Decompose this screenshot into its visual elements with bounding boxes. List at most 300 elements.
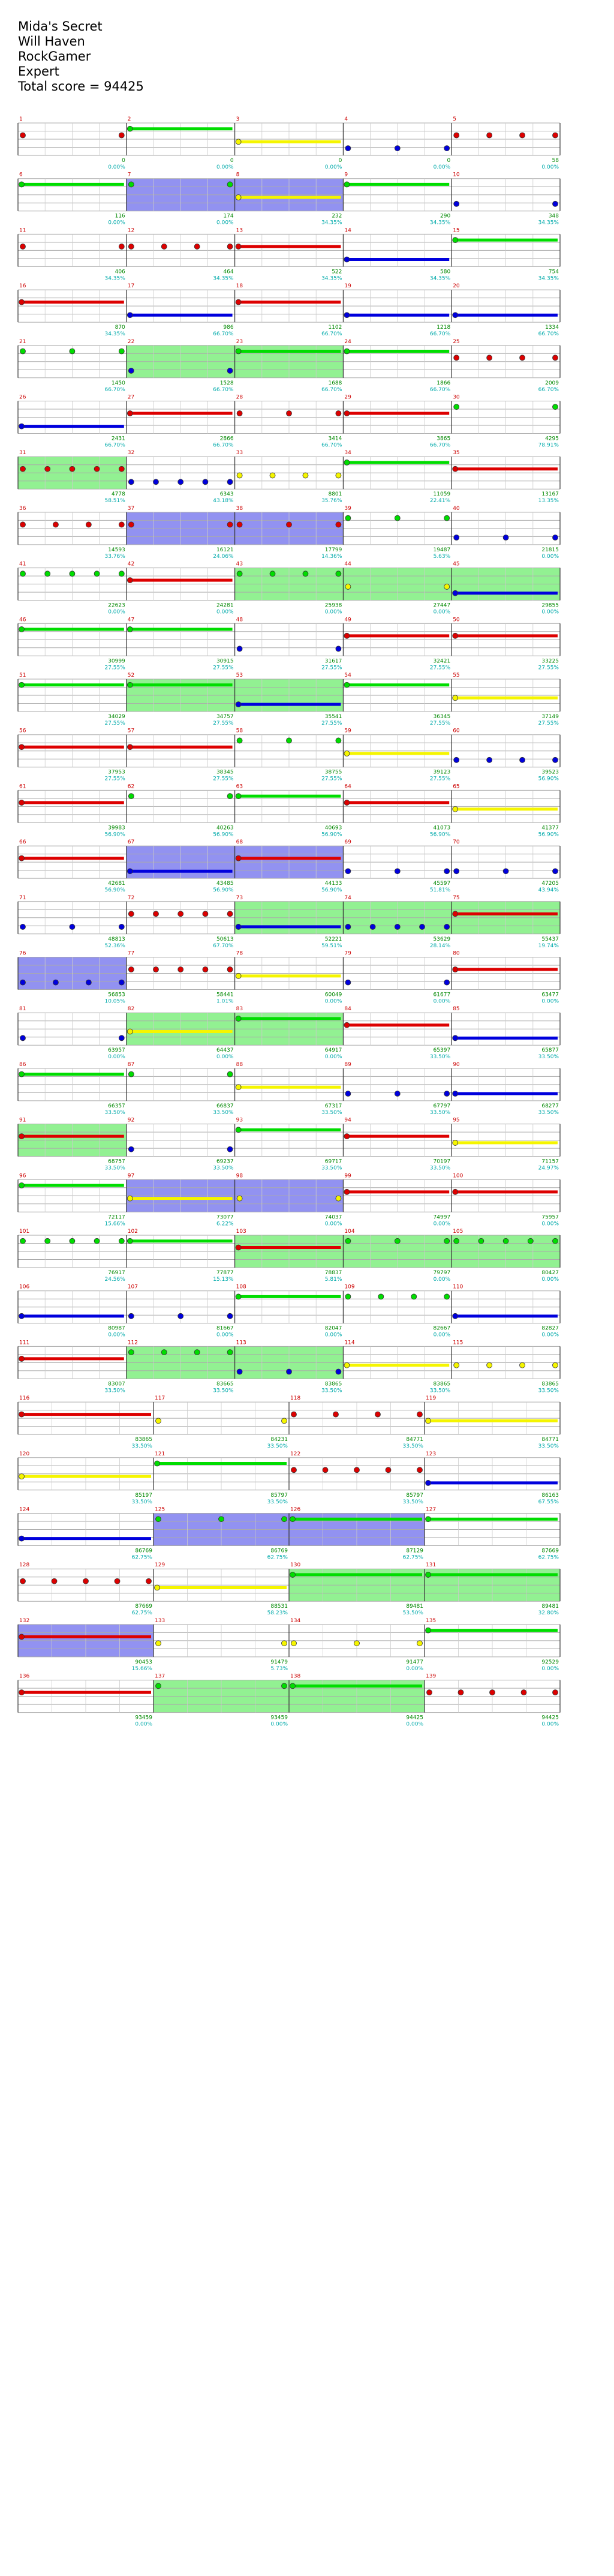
overdrive-percent: 62.75% (131, 1554, 152, 1561)
note-gem (345, 515, 351, 521)
note-gem (553, 355, 558, 361)
note-gem (86, 980, 91, 985)
measure-score: 87129 (406, 1548, 423, 1554)
chart-row (18, 1395, 560, 1449)
overdrive-percent: 0.00% (216, 220, 234, 226)
chart-row (18, 1562, 560, 1616)
measure-number: 9 (344, 172, 348, 178)
note-gem (395, 515, 400, 521)
note-gem (20, 924, 26, 929)
overdrive-percent: 66.70% (321, 386, 342, 393)
note-gem (227, 1350, 233, 1355)
measure-score: 45597 (433, 881, 451, 887)
note-gem (453, 633, 458, 638)
measure-number: 61 (19, 783, 26, 790)
measure-score: 19487 (433, 547, 451, 553)
measure-number: 37 (127, 505, 135, 512)
note-gem (70, 466, 75, 472)
note-gem (119, 244, 124, 249)
note-gem (444, 1091, 450, 1097)
measure-score: 38345 (216, 769, 234, 776)
overdrive-percent: 0.00% (433, 1332, 451, 1338)
note-gem (344, 800, 350, 805)
overdrive-percent: 0.00% (216, 164, 234, 170)
note-gem (70, 924, 75, 929)
note-gem (20, 349, 26, 354)
overdrive-percent: 33.76% (104, 553, 125, 560)
overdrive-percent: 43.94% (538, 887, 559, 894)
note-gem (227, 1146, 233, 1152)
note-gem (52, 1578, 57, 1584)
measure-number: 110 (453, 1284, 463, 1290)
note-gem (426, 1628, 431, 1633)
chart-row (18, 227, 560, 281)
measure-score: 4778 (111, 491, 125, 498)
measure-score: 870 (115, 325, 125, 331)
measure-score: 82827 (541, 1325, 559, 1332)
measure-number: 132 (19, 1617, 30, 1624)
note-gem (127, 578, 133, 583)
measure-score: 64917 (324, 1047, 342, 1054)
note-gem (236, 1127, 241, 1133)
note-gem (270, 473, 275, 478)
note-gem (453, 1091, 458, 1097)
note-gem (345, 869, 351, 874)
measure-score: 87669 (541, 1548, 559, 1554)
overdrive-percent: 34.35% (321, 275, 342, 282)
note-gem (127, 1029, 133, 1034)
measure-number: 36 (19, 505, 26, 512)
measure-score: 90453 (135, 1659, 152, 1665)
measure-score: 65877 (541, 1047, 559, 1054)
overdrive-percent: 10.05% (104, 998, 125, 1005)
note-gem (333, 1412, 339, 1417)
overdrive-percent: 34.35% (321, 220, 342, 226)
note-gem (553, 1238, 558, 1244)
chart-row (18, 1284, 560, 1338)
note-gem (119, 1035, 124, 1041)
chart-row (18, 672, 560, 726)
measure-score: 89481 (406, 1604, 423, 1610)
note-gem (70, 1238, 75, 1244)
note-gem (454, 133, 459, 138)
measure-score: 84771 (406, 1437, 423, 1443)
note-gem (237, 411, 242, 416)
measure-score: 348 (548, 213, 559, 220)
measure-number: 58 (236, 728, 243, 734)
measure-score: 87669 (135, 1604, 152, 1610)
overdrive-percent: 33.50% (321, 1109, 342, 1116)
measure-number: 81 (19, 1006, 26, 1013)
measure-number: 121 (155, 1451, 165, 1457)
measure-score: 89481 (541, 1604, 559, 1610)
note-gem (19, 1071, 25, 1077)
measure-score: 38755 (324, 769, 342, 776)
note-gem (453, 1189, 458, 1194)
overdrive-percent: 0.00% (108, 1054, 125, 1061)
overdrive-percent: 27.55% (321, 776, 342, 782)
measure-number: 27 (127, 394, 135, 401)
overdrive-percent: 33.50% (321, 1388, 342, 1394)
measure-number: 91 (19, 1117, 26, 1124)
measure-number: 24 (344, 338, 351, 345)
measure-number: 3 (236, 116, 240, 122)
note-gem (45, 466, 50, 472)
measure-number: 129 (155, 1562, 165, 1569)
note-gem (119, 924, 124, 929)
note-gem (236, 973, 241, 978)
overdrive-percent: 33.50% (538, 1109, 559, 1116)
overdrive-percent: 0.00% (433, 1277, 451, 1283)
note-gem (503, 869, 508, 874)
measure-score: 84771 (541, 1437, 559, 1443)
overdrive-percent: 0.00% (541, 1721, 559, 1728)
overdrive-percent: 27.55% (104, 665, 125, 671)
measure-score: 25938 (324, 602, 342, 609)
measure-score: 1528 (219, 380, 234, 386)
overdrive-percent: 66.70% (538, 331, 559, 338)
overdrive-percent: 34.35% (538, 220, 559, 226)
note-gem (345, 1238, 351, 1244)
measure-number: 68 (236, 839, 243, 846)
measure-score: 58441 (216, 992, 234, 998)
measure-score: 65397 (433, 1047, 451, 1054)
measure-number: 46 (19, 617, 26, 623)
note-gem (194, 1350, 200, 1355)
note-gem (553, 201, 558, 206)
note-gem (156, 1517, 161, 1522)
note-gem (20, 133, 26, 138)
note-gem (520, 757, 525, 762)
note-gem (503, 535, 508, 541)
overdrive-percent: 32.80% (538, 1610, 559, 1617)
overdrive-percent: 0.00% (541, 609, 559, 616)
overdrive-percent: 66.70% (104, 386, 125, 393)
note-gem (119, 133, 124, 138)
note-gem (45, 571, 50, 577)
note-gem (287, 738, 292, 743)
overdrive-percent: 27.55% (104, 776, 125, 782)
note-gem (345, 584, 351, 589)
measure-score: 24281 (216, 602, 234, 609)
overdrive-percent: 0.00% (108, 609, 125, 616)
note-gem (487, 133, 492, 138)
note-gem (119, 980, 124, 985)
measure-score: 27447 (433, 602, 451, 609)
measure-number: 88 (236, 1061, 243, 1068)
overdrive-percent: 33.50% (402, 1443, 423, 1450)
note-gem (119, 571, 124, 577)
note-gem (236, 195, 241, 200)
overdrive-percent: 33.50% (104, 1109, 125, 1116)
measure-number: 100 (453, 1173, 463, 1179)
measure-number: 139 (426, 1673, 437, 1680)
measure-number: 64 (344, 783, 351, 790)
overdrive-percent: 33.50% (321, 1165, 342, 1172)
note-gem (395, 146, 400, 151)
note-gem (345, 1091, 351, 1097)
measure-number: 98 (236, 1173, 243, 1179)
note-gem (444, 869, 450, 874)
overdrive-percent: 33.50% (429, 1054, 451, 1061)
note-gem (453, 313, 458, 318)
note-gem (345, 980, 351, 985)
measure-score: 39123 (433, 769, 451, 776)
measure-score: 0 (122, 158, 125, 164)
note-gem (454, 1362, 459, 1368)
measure-score: 33225 (541, 658, 559, 665)
note-gem (20, 1238, 26, 1244)
overdrive-percent: 0.00% (324, 164, 342, 170)
note-gem (395, 1091, 400, 1097)
note-gem (19, 182, 25, 187)
measure-score: 464 (223, 269, 234, 275)
measure-score: 39523 (541, 769, 559, 776)
overdrive-percent: 33.50% (104, 1165, 125, 1172)
overdrive-percent: 0.00% (324, 1221, 342, 1227)
note-gem (270, 571, 275, 577)
overdrive-percent: 62.75% (402, 1554, 423, 1561)
note-gem (354, 1467, 360, 1473)
note-gem (417, 1641, 423, 1646)
measure-score: 64437 (216, 1047, 234, 1054)
measure-score: 83865 (324, 1381, 342, 1388)
chart-row (18, 506, 560, 560)
measure-number: 101 (19, 1229, 30, 1235)
measure-score: 21815 (541, 547, 559, 553)
note-gem (19, 424, 25, 429)
note-gem (128, 967, 134, 972)
note-gem (203, 479, 208, 485)
note-gem (236, 1016, 241, 1021)
note-gem (20, 522, 26, 527)
measure-number: 39 (344, 505, 351, 512)
overdrive-percent: 0.00% (216, 1054, 234, 1061)
measure-number: 94 (344, 1117, 351, 1124)
measure-number: 35 (453, 450, 460, 457)
measure-score: 1450 (111, 380, 125, 386)
note-gem (487, 757, 492, 762)
overdrive-percent: 33.50% (267, 1499, 288, 1505)
measure-number: 20 (453, 283, 460, 290)
measure-score: 85797 (270, 1492, 288, 1499)
note-gem (154, 911, 159, 917)
note-gem (128, 1071, 134, 1077)
note-gem (19, 299, 25, 305)
chart-row (18, 395, 560, 449)
measure-number: 113 (236, 1340, 246, 1346)
measure-score: 81667 (216, 1325, 234, 1332)
measure-score: 2009 (545, 380, 559, 386)
measure-number: 130 (290, 1562, 301, 1569)
measure-score: 1102 (328, 325, 342, 331)
note-gem (161, 1350, 167, 1355)
measure-score: 93459 (270, 1715, 288, 1721)
note-gem (453, 695, 458, 701)
overdrive-percent: 56.90% (538, 776, 559, 782)
overdrive-percent: 62.75% (131, 1610, 152, 1617)
note-gem (553, 757, 558, 762)
measure-number: 51 (19, 672, 26, 678)
measure-number: 2 (127, 116, 131, 122)
overdrive-percent: 78.91% (538, 442, 559, 449)
note-gem (336, 522, 341, 527)
measure-number: 11 (19, 227, 26, 234)
overdrive-percent: 52.36% (104, 942, 125, 949)
measure-number: 44 (344, 561, 351, 568)
note-gem (227, 368, 233, 373)
note-gem (70, 349, 75, 354)
note-gem (520, 355, 525, 361)
note-gem (203, 911, 208, 917)
note-gem (344, 460, 350, 465)
note-gem (227, 522, 233, 527)
note-gem (303, 473, 308, 478)
overdrive-percent: 13.35% (538, 498, 559, 505)
chart-row (18, 1006, 560, 1060)
note-gem (344, 182, 350, 187)
note-gem (236, 244, 241, 249)
measure-number: 77 (127, 950, 135, 957)
measure-score: 69237 (216, 1158, 234, 1165)
note-gem (128, 1350, 134, 1355)
overdrive-percent: 43.18% (213, 498, 234, 505)
note-gem (19, 1690, 25, 1695)
measure-score: 61677 (433, 992, 451, 998)
measure-score: 116 (115, 213, 125, 220)
note-gem (154, 967, 159, 972)
measure-number: 7 (127, 172, 131, 178)
measure-score: 92529 (541, 1659, 559, 1665)
measure-score: 83665 (216, 1381, 234, 1388)
note-gem (119, 349, 124, 354)
measure-number: 80 (453, 950, 460, 957)
note-gem (19, 1634, 25, 1640)
measure-score: 83865 (135, 1437, 152, 1443)
note-gem (395, 924, 400, 929)
overdrive-percent: 19.74% (538, 942, 559, 949)
chart-row (18, 1340, 560, 1394)
overdrive-percent: 27.55% (538, 665, 559, 671)
note-gem (236, 1245, 241, 1250)
measure-number: 48 (236, 617, 243, 623)
measure-score: 83865 (433, 1381, 451, 1388)
song-title: Mida's Secret (18, 19, 103, 34)
note-gem (236, 1294, 241, 1299)
measure-number: 82 (127, 1006, 135, 1013)
measure-number: 108 (236, 1284, 246, 1290)
measure-number: 67 (127, 839, 135, 846)
note-gem (553, 869, 558, 874)
note-gem (128, 244, 134, 249)
overdrive-percent: 56.90% (321, 831, 342, 838)
note-gem (395, 869, 400, 874)
measure-score: 80987 (108, 1325, 125, 1332)
overdrive-percent: 0.00% (216, 1332, 234, 1338)
measure-number: 112 (127, 1340, 138, 1346)
overdrive-percent: 66.70% (104, 442, 125, 449)
chart-row (18, 783, 560, 837)
measure-number: 18 (236, 283, 243, 290)
note-gem (344, 751, 350, 756)
overdrive-percent: 66.70% (429, 442, 451, 449)
measure-score: 94425 (541, 1715, 559, 1721)
note-gem (344, 1022, 350, 1028)
note-gem (128, 182, 134, 187)
measure-score: 36345 (433, 714, 451, 720)
measure-score: 16121 (216, 547, 234, 553)
note-gem (128, 368, 134, 373)
note-gem (53, 980, 58, 985)
overdrive-percent: 66.70% (429, 331, 451, 338)
note-gem (127, 627, 133, 632)
note-gem (503, 1238, 508, 1244)
overdrive-percent: 15.13% (213, 1277, 234, 1283)
measure-number: 49 (344, 617, 351, 623)
measure-score: 2431 (111, 436, 125, 442)
note-gem (128, 794, 134, 799)
measure-score: 37953 (108, 769, 125, 776)
measure-number: 54 (344, 672, 351, 678)
measure-score: 71157 (541, 1158, 559, 1165)
measure-score: 83007 (108, 1381, 125, 1388)
measure-score: 11059 (433, 491, 451, 498)
note-gem (178, 1313, 183, 1319)
measure-score: 34757 (216, 714, 234, 720)
measure-score: 17799 (324, 547, 342, 553)
measure-score: 58 (552, 158, 559, 164)
measure-score: 1218 (437, 325, 451, 331)
note-gem (444, 584, 450, 589)
measure-number: 137 (155, 1673, 165, 1680)
measure-number: 12 (127, 227, 135, 234)
measure-score: 85197 (135, 1492, 152, 1499)
note-gem (178, 911, 183, 917)
overdrive-percent: 0.00% (406, 1721, 423, 1728)
measure-score: 14593 (108, 547, 125, 553)
note-gem (336, 1196, 341, 1201)
chart-row (18, 172, 560, 226)
overdrive-percent: 58.51% (104, 498, 125, 505)
note-gem (155, 1585, 160, 1590)
note-gem (344, 313, 350, 318)
note-gem (417, 1412, 423, 1417)
note-gem (119, 466, 124, 472)
measure-score: 3865 (437, 436, 451, 442)
measure-score: 55437 (541, 936, 559, 942)
note-gem (287, 522, 292, 527)
measure-number: 90 (453, 1061, 460, 1068)
note-gem (161, 244, 167, 249)
overdrive-percent: 67.70% (213, 942, 234, 949)
measure-score: 74997 (433, 1214, 451, 1221)
chart-row (18, 450, 560, 504)
chart-row (18, 617, 560, 671)
note-gem (386, 1467, 391, 1473)
overdrive-percent: 59.51% (321, 942, 342, 949)
measure-number: 99 (344, 1173, 351, 1179)
measure-score: 37149 (541, 714, 559, 720)
overdrive-percent: 66.70% (538, 386, 559, 393)
overdrive-percent: 28.14% (429, 942, 451, 949)
note-gem (20, 980, 26, 985)
note-gem (237, 1196, 242, 1201)
measure-number: 41 (19, 561, 26, 568)
note-gem (237, 522, 242, 527)
note-gem (344, 633, 350, 638)
measure-score: 50613 (216, 936, 234, 942)
note-gem (94, 571, 100, 577)
